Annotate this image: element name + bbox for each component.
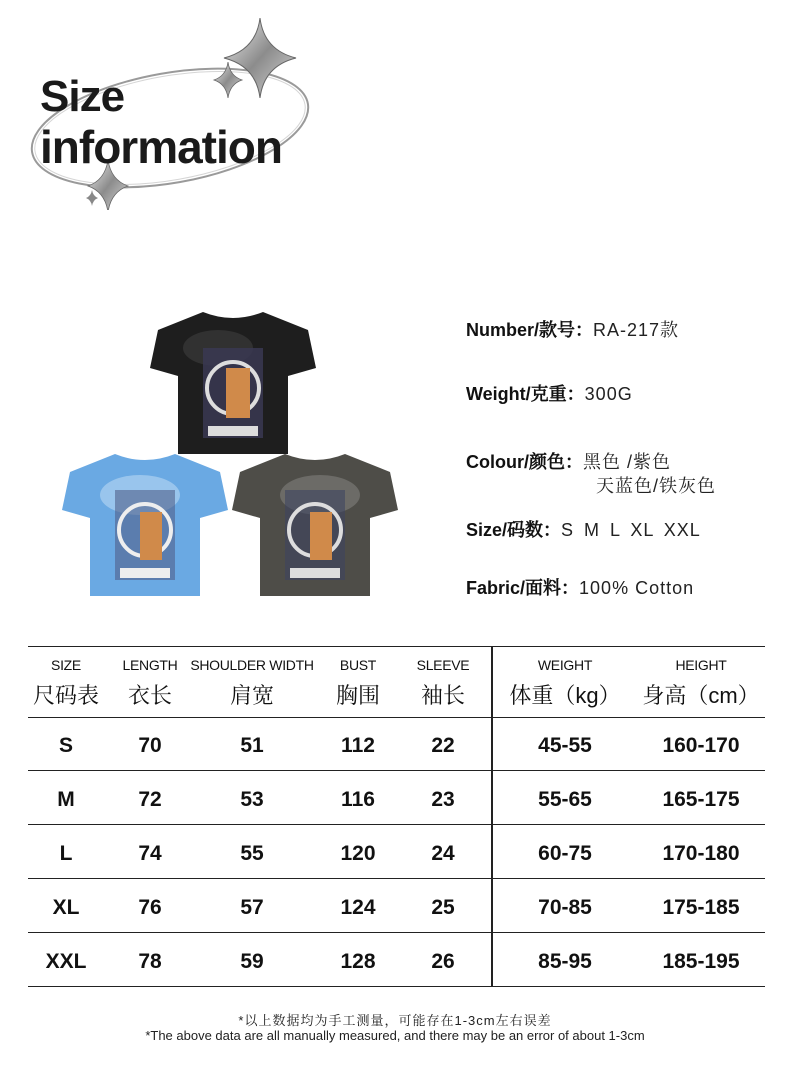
header-en: HEIGHT — [675, 657, 727, 673]
spec-number — [466, 316, 679, 342]
table-cell: 45-55 — [538, 734, 592, 757]
header-cell-1 — [110, 647, 190, 717]
spec-colour-value-line2: 天蓝色/铁灰色 — [596, 476, 717, 496]
table-cell: 78 — [138, 950, 162, 973]
table-cell: 116 — [341, 788, 375, 811]
spec-size — [466, 516, 701, 542]
sky-blue-tshirt-image — [60, 450, 230, 600]
header-zh: 身高（cm） — [642, 683, 760, 708]
table-cell: 26 — [431, 950, 455, 973]
table-cell: M — [57, 788, 75, 811]
title-line-2: information — [40, 121, 282, 173]
header-en: WEIGHT — [537, 657, 593, 673]
table-cell: XL — [52, 896, 80, 919]
table-cell: 24 — [431, 842, 455, 865]
table-cell: 59 — [240, 950, 264, 973]
spec-colour — [466, 448, 717, 496]
spec-fabric-value: 100% Cotton — [579, 578, 695, 598]
header-zh: 衣长 — [127, 683, 172, 708]
table-cell: 55-65 — [538, 788, 592, 811]
table-row — [28, 716, 765, 771]
iron-grey-tshirt-image — [230, 450, 400, 600]
spec-size-label: Size/码数： — [466, 520, 562, 540]
header-cell-3 — [323, 647, 393, 717]
table-row — [28, 932, 765, 987]
table-cell: 60-75 — [538, 842, 592, 865]
spec-weight-value: 300G — [584, 384, 633, 404]
table-row — [28, 878, 765, 933]
spec-fabric — [466, 574, 694, 600]
header-cell-2 — [187, 647, 317, 717]
table-cell: 175-185 — [662, 896, 740, 919]
table-row — [28, 824, 765, 879]
table-cell: 165-175 — [662, 788, 740, 811]
table-cell: 160-170 — [662, 734, 740, 757]
header-zh: 体重（kg） — [509, 683, 621, 708]
spec-size-value: S M L XL XXL — [561, 520, 701, 540]
header-zh: 肩宽 — [229, 683, 274, 708]
table-cell: S — [58, 734, 73, 757]
table-cell: 128 — [340, 950, 376, 973]
table-cell: 76 — [138, 896, 162, 919]
table-cell: 51 — [240, 734, 264, 757]
header-zh: 尺码表 — [32, 683, 99, 708]
spec-number-value: RA-217款 — [593, 320, 680, 340]
table-header-row — [28, 646, 765, 718]
black-tshirt-image — [148, 308, 318, 458]
spec-fabric-label: Fabric/面料： — [466, 578, 580, 598]
table-cell: 185-195 — [662, 950, 740, 973]
table-cell: 124 — [340, 896, 376, 919]
table-cell: 74 — [138, 842, 162, 865]
header-cell-0 — [28, 647, 104, 717]
header-en: LENGTH — [122, 657, 178, 673]
title-line-1: Size — [40, 72, 125, 121]
footnote-en: *The above data are all manually measured, and there may be an error of about 1-3cm — [145, 1028, 645, 1043]
header-en: SHOULDER WIDTH — [190, 657, 314, 673]
header-en: SLEEVE — [416, 657, 470, 673]
table-cell: 72 — [138, 788, 162, 811]
spec-number-label: Number/款号： — [466, 320, 594, 340]
table-cell: 70 — [138, 734, 162, 757]
table-cell: 70-85 — [538, 896, 592, 919]
size-information-header — [20, 10, 320, 210]
spec-colour-label: Colour/颜色： — [466, 452, 583, 472]
table-cell: 22 — [431, 734, 455, 757]
table-row — [28, 770, 765, 825]
table-cell: 23 — [431, 788, 455, 811]
table-cell: 53 — [240, 788, 264, 811]
header-en: BUST — [339, 657, 377, 673]
footnote-zh: *以上数据均为手工测量，可能存在1-3cm左右误差 — [238, 1013, 552, 1028]
header-zh: 袖长 — [420, 683, 465, 708]
table-cell: 57 — [240, 896, 264, 919]
spec-colour-value-line1: 黑色 /紫色 — [583, 452, 672, 472]
table-cell: L — [59, 842, 73, 865]
spec-weight-label: Weight/克重： — [466, 384, 585, 404]
table-cell: 112 — [341, 734, 375, 757]
header-cell-4 — [408, 647, 478, 717]
table-cell: 120 — [340, 842, 376, 865]
spec-weight — [466, 380, 633, 406]
header-cell-5 — [490, 647, 640, 717]
table-cell: XXL — [45, 950, 87, 973]
header-cell-6 — [631, 647, 771, 717]
table-cell: 85-95 — [538, 950, 592, 973]
header-en: SIZE — [51, 657, 81, 673]
product-shirts-group — [60, 300, 410, 610]
table-cell: 55 — [240, 842, 264, 865]
table-cell: 170-180 — [662, 842, 740, 865]
header-zh: 胸围 — [335, 683, 380, 708]
table-cell: 25 — [431, 896, 455, 919]
